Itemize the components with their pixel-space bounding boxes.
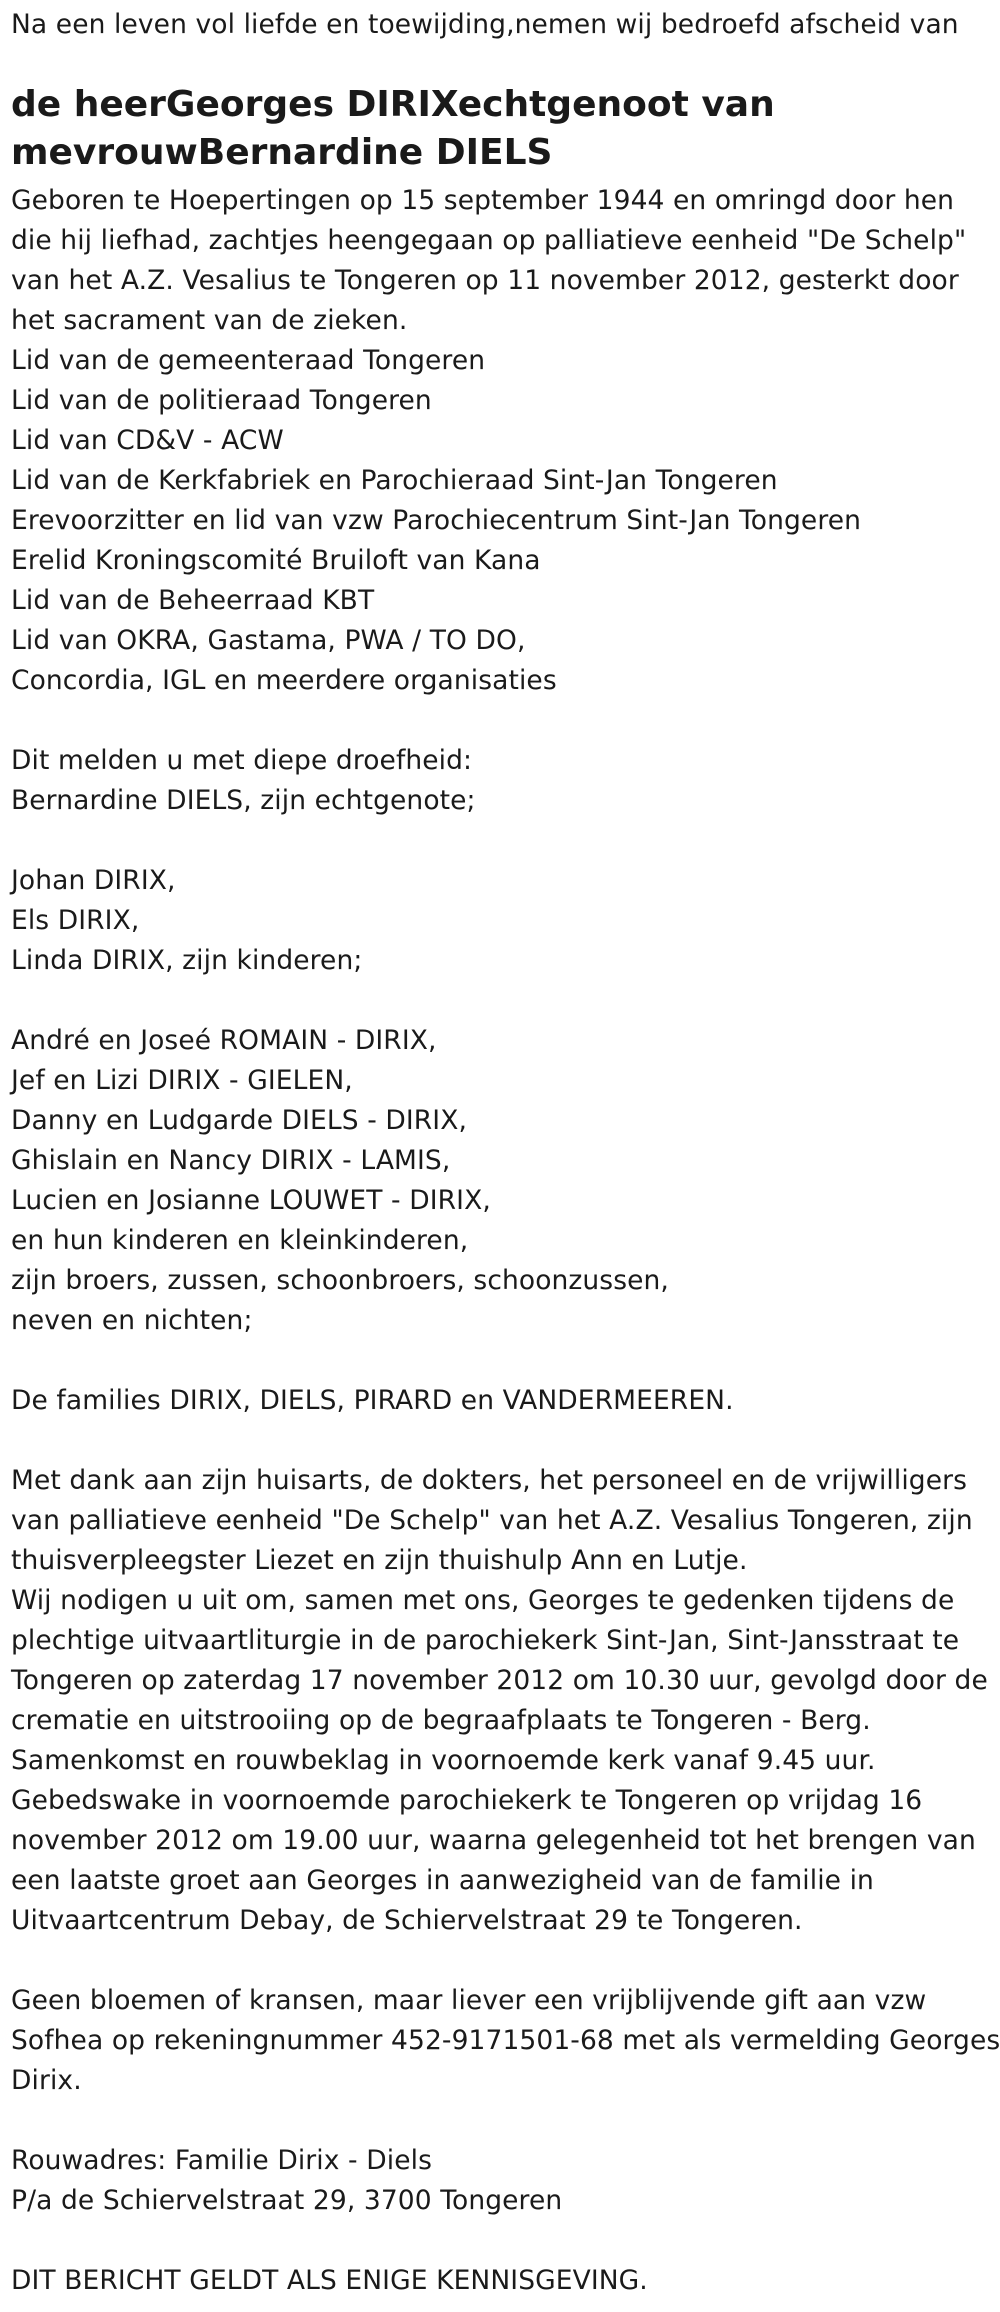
body-line: Wij nodigen u uit om, samen met ons, Georges te gedenken tijdens de — [11, 1585, 955, 1616]
body-line: Lucien en Josianne LOUWET - DIRIX, — [11, 1185, 491, 1216]
body-line: De families DIRIX, DIELS, PIRARD en VANDERMEEREN. — [11, 1385, 734, 1416]
body-line: Bernardine DIELS, zijn echtgenote; — [11, 785, 476, 816]
heading-line-2: mevrouwBernardine DIELS — [11, 132, 553, 173]
heading-line-1: de heerGeorges DIRIXechtgenoot van — [11, 84, 775, 125]
body-line: Linda DIRIX, zijn kinderen; — [11, 945, 363, 976]
body-line: Lid van de Beheerraad KBT — [11, 585, 375, 616]
body-line: Rouwadres: Familie Dirix - Diels — [11, 2145, 432, 2176]
body-line: Lid van CD&V - ACW — [11, 425, 284, 456]
body-line: en hun kinderen en kleinkinderen, — [11, 1225, 469, 1256]
body-line: Geboren te Hoepertingen op 15 september 1944 en omringd door hen — [11, 185, 955, 216]
body-line: van palliatieve eenheid "De Schelp" van het A.Z. Vesalius Tongeren, zijn — [11, 1505, 973, 1536]
body-line: Erevoorzitter en lid van vzw Parochiecentrum Sint-Jan Tongeren — [11, 505, 862, 536]
body-line: Lid van de Kerkfabriek en Parochieraad Sint-Jan Tongeren — [11, 465, 778, 496]
body-line: Els DIRIX, — [11, 905, 140, 936]
body-line: Jef en Lizi DIRIX - GIELEN, — [11, 1065, 353, 1096]
body-line: Dirix. — [11, 2065, 82, 2096]
body-line: Dit melden u met diepe droefheid: — [11, 745, 473, 776]
body-line: thuisverpleegster Liezet en zijn thuishulp Ann en Lutje. — [11, 1545, 748, 1576]
body-line: neven en nichten; — [11, 1305, 253, 1336]
body-line: Concordia, IGL en meerdere organisaties — [11, 665, 557, 696]
body-line: Lid van OKRA, Gastama, PWA / TO DO, — [11, 625, 526, 656]
body-line: Samenkomst en rouwbeklag in voornoemde kerk vanaf 9.45 uur. — [11, 1745, 876, 1776]
body-line: het sacrament van de zieken. — [11, 305, 408, 336]
body-line: die hij liefhad, zachtjes heengegaan op palliatieve eenheid "De Schelp" — [11, 225, 967, 256]
body-line: Met dank aan zijn huisarts, de dokters, het personeel en de vrijwilligers — [11, 1465, 968, 1496]
body-line: Erelid Kroningscomité Bruiloft van Kana — [11, 545, 541, 576]
body-line: een laatste groet aan Georges in aanwezigheid van de familie in — [11, 1865, 874, 1896]
body-line: Sofhea op rekeningnummer 452-9171501-68 met als vermelding Georges — [11, 2025, 1000, 2056]
body-line: DIT BERICHT GELDT ALS ENIGE KENNISGEVING. — [11, 2265, 648, 2296]
body-line: P/a de Schiervelstraat 29, 3700 Tongeren — [11, 2185, 563, 2216]
body-line: André en Joseé ROMAIN - DIRIX, — [11, 1025, 437, 1056]
body-line: Tongeren op zaterdag 17 november 2012 om 10.30 uur, gevolgd door de — [11, 1665, 988, 1696]
body-line: november 2012 om 19.00 uur, waarna gelegenheid tot het brengen van — [11, 1825, 976, 1856]
body-line: plechtige uitvaartliturgie in de parochiekerk Sint-Jan, Sint-Jansstraat te — [11, 1625, 960, 1656]
body-line: crematie en uitstrooiing op de begraafplaats te Tongeren - Berg. — [11, 1705, 871, 1736]
body-line: Gebedswake in voornoemde parochiekerk te Tongeren op vrijdag 16 — [11, 1785, 923, 1816]
body-line: Ghislain en Nancy DIRIX - LAMIS, — [11, 1145, 451, 1176]
intro-line: Na een leven vol liefde en toewijding,nemen wij bedroefd afscheid van — [11, 9, 959, 40]
body-line: Johan DIRIX, — [11, 865, 176, 896]
body-line: Danny en Ludgarde DIELS - DIRIX, — [11, 1105, 468, 1136]
body-line: Lid van de politieraad Tongeren — [11, 385, 432, 416]
body-line: Geen bloemen of kransen, maar liever een vrijblijvende gift aan vzw — [11, 1985, 927, 2016]
body-line: Uitvaartcentrum Debay, de Schiervelstraat 29 te Tongeren. — [11, 1905, 803, 1936]
body-line: zijn broers, zussen, schoonbroers, schoonzussen, — [11, 1265, 669, 1296]
body-line: Lid van de gemeenteraad Tongeren — [11, 345, 486, 376]
body-line: van het A.Z. Vesalius te Tongeren op 11 november 2012, gesterkt door — [11, 265, 959, 296]
